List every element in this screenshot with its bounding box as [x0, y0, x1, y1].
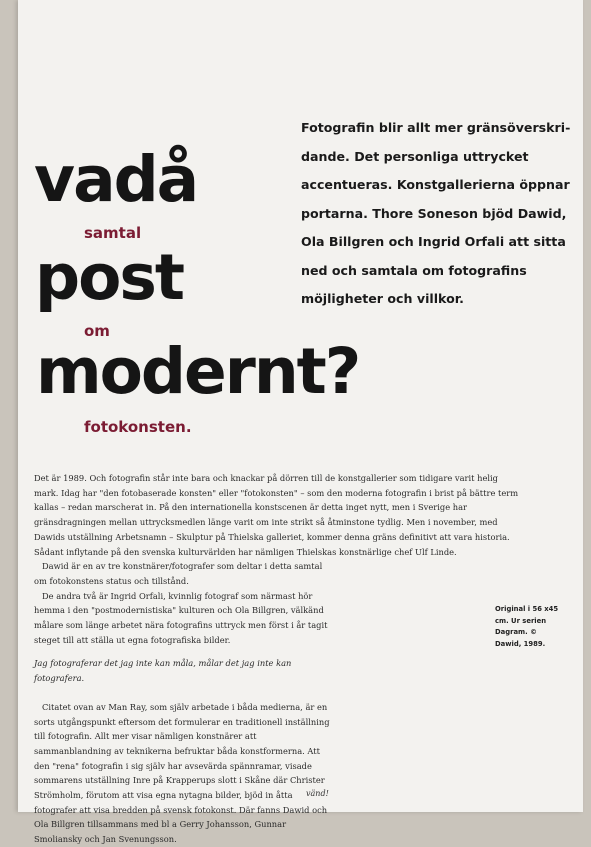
subhead-samtal: samtal [84, 224, 142, 242]
headline-word-post: post [35, 241, 183, 314]
article-paragraph-3: De andra två är Ingrid Orfali, kvinnlig fotograf som närmast hör hemma i den "postmodernistiska" kulturen och Ola Billgren, välkänd målare som länge arbetet nära fotografins uttryck men först i år tagit steget till att ställa ut egna fotografiska bilder. [34, 590, 328, 645]
article-quote: Jag fotograferar det jag inte kan måla, målar det jag inte kan fotografera. [34, 658, 292, 684]
article-paragraph-4: Citatet ovan av Man Ray, som själv arbetade i båda medierna, är en sorts utgångspunkt eftersom det formulerar en traditionell inställning till fotografin. Allt mer visar nämligen konstnärer att sammanblandning av teknikerna befruktar båda konstformerna. Att den "rena" fotografin i sig själv har avsevärda spännramar, visade sommarens utställning Inre på Krapperups slott i Skåne där Christer Strömholm, förutom att visa egna nytagna bilder, bjöd in åtta fotografer att visa bredden på svensk fotokonst. Där fanns Dawid och Ola Billgren tillsammans med bl a Gerry Johansson, Gunnar Smoliansky och Jan Svenungsson. [34, 701, 330, 845]
headline-word-modernt: modernt? [36, 335, 360, 408]
image-caption: Original i 56 x45 cm. Ur serien Dagram. © Dawid, 1989. [495, 605, 559, 648]
article-body [34, 471, 524, 847]
subhead-fotokonsten: fotokonsten. [84, 418, 192, 436]
article-paragraph-2: Dawid är en av tre konstnärer/fotografer som deltar i detta samtal om fotokonstens status och tillstånd. [34, 561, 323, 586]
subhead-om: om [84, 322, 110, 340]
magazine-page [18, 0, 583, 845]
headline-word-vada: vadå [34, 143, 198, 216]
article-paragraph-1: Det är 1989. Och fotografin står inte bara och knackar på dörren till de konstgallerier som tidigare varit helig mark. Idag har "den fotobaserade konsten" eller "fotokonsten" – som den moderna fotografin i brist på bättre term kallas – redan marscherat in. På den internationella konstscenen är detta inget nytt, men i Sverige har gränsdragningen mellan uttrycksmedlen länge varit om inte strikt så åtminstone tydlig. Men i november, med Dawids utställning Arbetsnamn – Skulptur på Thielska galleriet, kommer denna gräns definitivt att vara historia. Sådant inflytande på den svenska kulturvärlden har nämligen Thielskas konstnärlige chef Ulf Linde. [34, 473, 519, 557]
intro-paragraph: Fotografin blir allt mer gränsöverskridande. Det personliga uttrycket accentueras. Konstgallerierna öppnar portarna. Thore Soneson bjöd Dawid, Ola Billgren och Ingrid Orfali att sitta ned och samtala om fotografins möjligheter och villkor. [301, 120, 571, 306]
continue-marker: vänd! [306, 789, 329, 798]
